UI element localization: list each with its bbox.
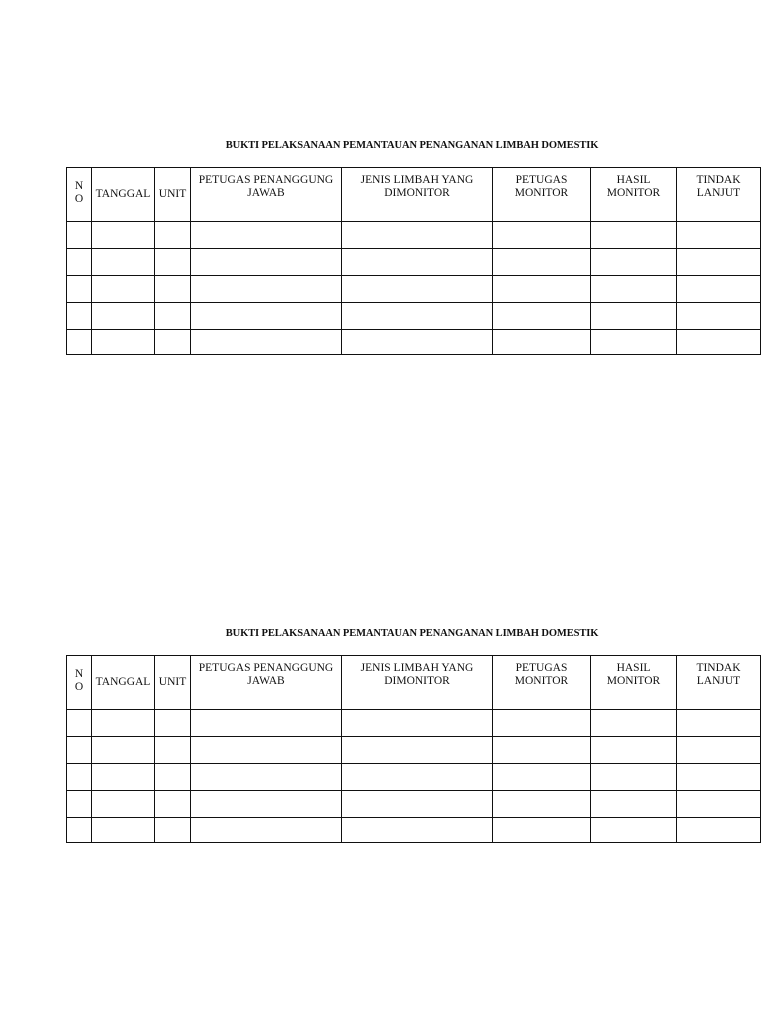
column-header-line: PETUGAS: [515, 662, 568, 674]
table-row: [67, 818, 761, 843]
table-cell: [67, 791, 92, 818]
table-cell: [92, 764, 155, 791]
column-header-line: LANJUT: [696, 675, 741, 687]
table-row: [67, 276, 761, 303]
column-header-line: PETUGAS PENANGGUNG: [198, 174, 334, 186]
table-cell: [67, 764, 92, 791]
column-header-line: MONITOR: [514, 187, 569, 199]
table-cell: [342, 303, 493, 330]
table-cell: [67, 276, 92, 303]
table-cell: [191, 276, 342, 303]
table-body: [67, 222, 761, 355]
table-cell: [677, 710, 761, 737]
table-header-row: [67, 656, 761, 710]
column-header-unit: UNIT: [155, 656, 191, 710]
table-cell: [677, 791, 761, 818]
table-cell: [342, 818, 493, 843]
table-cell: [342, 710, 493, 737]
table-cell: [191, 737, 342, 764]
table-cell: [493, 710, 591, 737]
monitoring-table: [66, 167, 761, 355]
column-header-jenis-limbah: [342, 656, 493, 710]
table-cell: [155, 276, 191, 303]
table-cell: [92, 330, 155, 355]
table-cell: [92, 737, 155, 764]
table-cell: [155, 791, 191, 818]
form-title: BUKTI PELAKSANAAN PEMANTAUAN PENANGANAN LIMBAH DOMESTIK: [225, 628, 599, 639]
table-cell: [493, 764, 591, 791]
table-cell: [191, 818, 342, 843]
table-cell: [591, 710, 677, 737]
column-header-no: [67, 656, 92, 710]
column-header-petugas-penanggung-jawab: [191, 656, 342, 710]
form-title: BUKTI PELAKSANAAN PEMANTAUAN PENANGANAN LIMBAH DOMESTIK: [225, 140, 599, 151]
table-cell: [677, 249, 761, 276]
column-header-hasil-monitor: [591, 656, 677, 710]
column-header-line: TINDAK: [696, 662, 741, 674]
table-cell: [67, 818, 92, 843]
table-cell: [493, 276, 591, 303]
table-cell: [493, 222, 591, 249]
column-header-petugas-monitor: [493, 656, 591, 710]
table-cell: [493, 330, 591, 355]
table-cell: [342, 249, 493, 276]
column-header-line: DIMONITOR: [384, 675, 450, 687]
column-header-tindak-lanjut: [677, 168, 761, 222]
column-header-line: LANJUT: [696, 187, 741, 199]
table-cell: [191, 710, 342, 737]
table-cell: [591, 249, 677, 276]
table-cell: [591, 330, 677, 355]
table-row: [67, 710, 761, 737]
table-cell: [92, 303, 155, 330]
table-cell: [191, 249, 342, 276]
column-header-line: JENIS LIMBAH YANG: [360, 662, 474, 674]
table-cell: [591, 276, 677, 303]
column-header-line: TINDAK: [696, 174, 741, 186]
column-header-hasil-monitor: [591, 168, 677, 222]
table-cell: [342, 222, 493, 249]
table-cell: [191, 791, 342, 818]
column-header-line: PETUGAS: [515, 174, 568, 186]
table-cell: [67, 737, 92, 764]
column-header-line: JENIS LIMBAH YANG: [360, 174, 474, 186]
table-cell: [155, 330, 191, 355]
table-cell: [342, 791, 493, 818]
table-cell: [155, 222, 191, 249]
column-header-line: PETUGAS PENANGGUNG: [198, 662, 334, 674]
table-cell: [92, 222, 155, 249]
monitoring-table: [66, 655, 761, 843]
table-row: [67, 764, 761, 791]
table-cell: [342, 276, 493, 303]
column-header-line: JAWAB: [247, 187, 285, 199]
table-cell: [677, 818, 761, 843]
table-cell: [67, 222, 92, 249]
column-header-no: [67, 168, 92, 222]
column-header-no-line1: N: [74, 180, 84, 192]
column-header-no-line1: N: [74, 668, 84, 680]
table-row: [67, 737, 761, 764]
column-header-no-line2: O: [74, 681, 84, 693]
column-header-jenis-limbah: [342, 168, 493, 222]
table-cell: [92, 791, 155, 818]
table-cell: [92, 276, 155, 303]
table-cell: [155, 249, 191, 276]
table-cell: [67, 249, 92, 276]
table-cell: [92, 249, 155, 276]
table-cell: [342, 764, 493, 791]
table-cell: [92, 818, 155, 843]
table-cell: [493, 249, 591, 276]
column-header-line: MONITOR: [606, 187, 661, 199]
table-cell: [155, 737, 191, 764]
table-cell: [155, 303, 191, 330]
column-header-line: MONITOR: [606, 675, 661, 687]
column-header-line: MONITOR: [514, 675, 569, 687]
table-body: [67, 710, 761, 843]
column-header-unit: UNIT: [155, 168, 191, 222]
table-cell: [342, 330, 493, 355]
column-header-tindak-lanjut: [677, 656, 761, 710]
table-cell: [591, 222, 677, 249]
table-cell: [591, 764, 677, 791]
table-row: [67, 222, 761, 249]
table-header-row: [67, 168, 761, 222]
table-cell: [677, 330, 761, 355]
table-cell: [67, 710, 92, 737]
table-cell: [67, 303, 92, 330]
table-cell: [677, 737, 761, 764]
column-header-line: HASIL: [616, 174, 651, 186]
table-cell: [191, 330, 342, 355]
column-header-no-line2: O: [74, 193, 84, 205]
table-row: [67, 249, 761, 276]
table-cell: [591, 303, 677, 330]
table-cell: [677, 303, 761, 330]
table-cell: [591, 818, 677, 843]
table-cell: [591, 791, 677, 818]
table-row: [67, 330, 761, 355]
monitoring-form-2: [66, 627, 760, 693]
monitoring-form-1: [66, 139, 760, 205]
table-cell: [493, 791, 591, 818]
table-cell: [155, 818, 191, 843]
column-header-tanggal: TANGGAL: [92, 656, 155, 710]
table-row: [67, 791, 761, 818]
table-cell: [191, 303, 342, 330]
table-cell: [493, 303, 591, 330]
column-header-line: DIMONITOR: [384, 187, 450, 199]
column-header-line: JAWAB: [247, 675, 285, 687]
table-cell: [92, 710, 155, 737]
table-cell: [155, 764, 191, 791]
column-header-tanggal: TANGGAL: [92, 168, 155, 222]
column-header-petugas-penanggung-jawab: [191, 168, 342, 222]
table-cell: [155, 710, 191, 737]
table-cell: [191, 222, 342, 249]
table-cell: [342, 737, 493, 764]
table-cell: [677, 276, 761, 303]
table-cell: [677, 222, 761, 249]
column-header-line: HASIL: [616, 662, 651, 674]
table-cell: [677, 764, 761, 791]
table-cell: [493, 818, 591, 843]
table-cell: [591, 737, 677, 764]
column-header-petugas-monitor: [493, 168, 591, 222]
table-row: [67, 303, 761, 330]
table-cell: [67, 330, 92, 355]
table-cell: [493, 737, 591, 764]
table-cell: [191, 764, 342, 791]
